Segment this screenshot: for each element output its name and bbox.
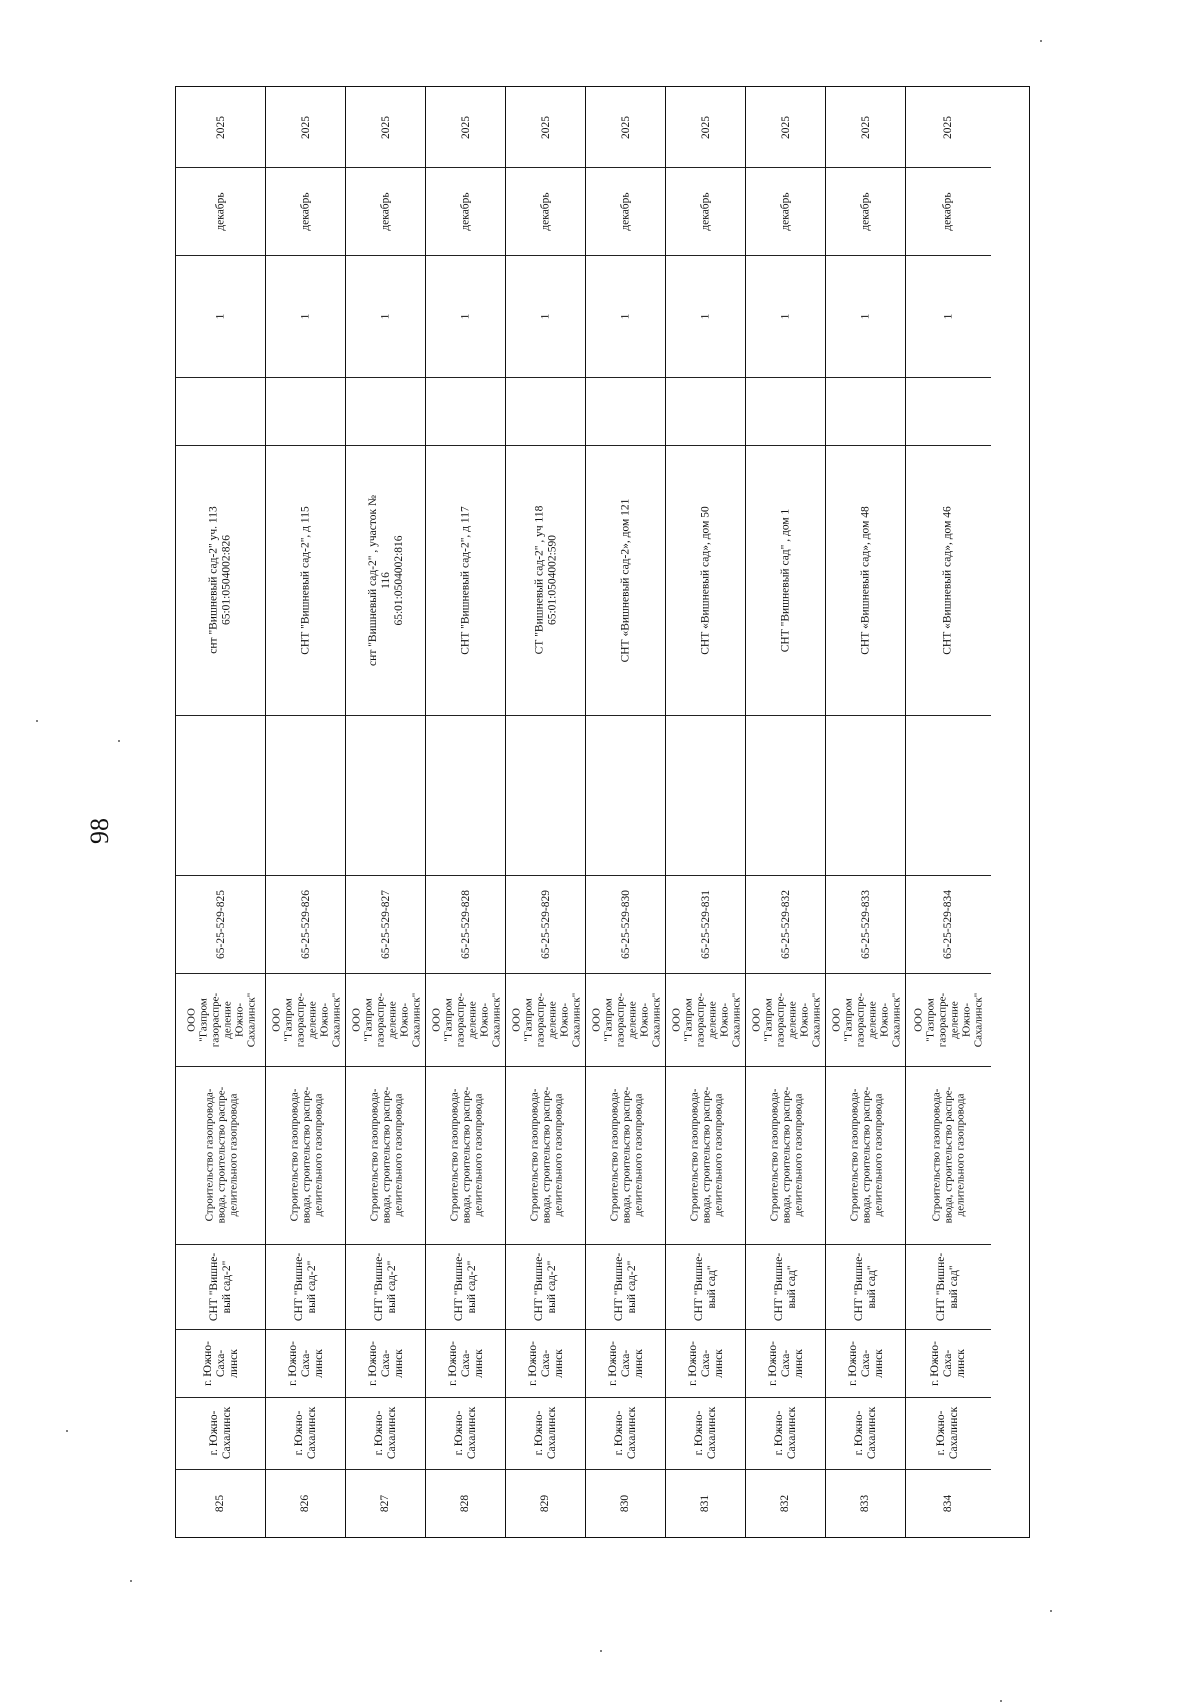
cell-text-locality: г. Южно- Саха- линск: [686, 1340, 725, 1386]
scan-speck: [1040, 40, 1042, 42]
table-row: [586, 87, 666, 1537]
cell-text-month: декабрь: [379, 191, 392, 231]
cell-empty1: [746, 377, 826, 445]
cell-num: [666, 1469, 746, 1537]
cell-text-org: ООО "Газпром газораспре- деление Южно- Сахалинск": [589, 992, 662, 1047]
cell-text-month: декабрь: [619, 191, 632, 231]
cell-qty: [586, 255, 666, 377]
cell-partnership: [176, 1244, 266, 1329]
cell-text-municipality: г. Южно- Сахалинск: [692, 1406, 718, 1460]
cell-num: [586, 1469, 666, 1537]
cell-text-work: Строительство газопровода- ввода, строительство распре- делительного газопровода: [608, 1086, 645, 1224]
cell-empty2: [176, 715, 266, 875]
cell-municipality: [266, 1397, 346, 1469]
cell-empty2: [266, 715, 346, 875]
cell-partnership: [426, 1244, 506, 1329]
cell-text-locality: г. Южно- Саха- линск: [286, 1340, 325, 1386]
cell-code: [586, 875, 666, 973]
cell-num: [906, 1469, 991, 1537]
cell-text-num: 827: [379, 1494, 392, 1512]
cell-empty1: [346, 377, 426, 445]
cell-text-code: 65-25-529-833: [859, 889, 872, 959]
cell-address: [666, 445, 746, 715]
cell-address: [346, 445, 426, 715]
cell-num: [266, 1469, 346, 1537]
cell-text-num: 829: [539, 1494, 552, 1512]
cell-locality: [346, 1329, 426, 1397]
cell-text-year: 2025: [859, 115, 872, 139]
cell-text-org: ООО "Газпром газораспре- деление Южно- Сахалинск": [912, 992, 985, 1047]
cell-text-address: СНТ "Вишневый сад-2", д 117: [459, 505, 472, 655]
cell-text-municipality: г. Южно- Сахалинск: [772, 1406, 798, 1460]
cell-text-locality: г. Южно- Саха- линск: [366, 1340, 405, 1386]
cell-text-year: 2025: [779, 115, 792, 139]
cell-month: [666, 167, 746, 255]
cell-text-month: декабрь: [214, 191, 227, 231]
cell-qty: [426, 255, 506, 377]
cell-locality: [176, 1329, 266, 1397]
cell-text-qty: 1: [459, 313, 472, 319]
cell-text-qty: 1: [859, 313, 872, 319]
cell-code: [746, 875, 826, 973]
cell-text-locality: г. Южно- Саха- линск: [846, 1340, 885, 1386]
cell-text-municipality: г. Южно- Сахалинск: [935, 1406, 961, 1460]
cell-text-qty: 1: [299, 313, 312, 319]
cell-text-num: 826: [299, 1494, 312, 1512]
cell-empty1: [906, 377, 991, 445]
cell-text-address: снт "Вишневый сад-2" уч. 113 65:01:0504002:826: [208, 506, 233, 654]
cell-text-org: ООО "Газпром газораспре- деление Южно- Сахалинск": [509, 992, 582, 1047]
cell-code: [176, 875, 266, 973]
cell-text-qty: 1: [942, 313, 954, 319]
cell-text-num: 825: [214, 1494, 227, 1512]
cell-month: [266, 167, 346, 255]
cell-locality: [266, 1329, 346, 1397]
cell-text-work: Строительство газопровода- ввода, строительство распре- делительного газопровода: [688, 1086, 725, 1224]
cell-text-address: СНТ "Вишневый сад-2", д 115: [299, 505, 312, 655]
cell-work: [266, 1066, 346, 1244]
cell-text-partnership: СНТ "Вишне- вый сад": [773, 1252, 798, 1321]
cell-year: [426, 87, 506, 167]
cell-text-code: 65-25-529-826: [299, 889, 312, 959]
table-row: [666, 87, 746, 1537]
cell-text-month: декабрь: [779, 191, 792, 231]
cell-org: [506, 973, 586, 1066]
cell-text-work: Строительство газопровода- ввода, строительство распре- делительного газопровода: [848, 1086, 885, 1224]
cell-org: [906, 973, 991, 1066]
cell-num: [176, 1469, 266, 1537]
cell-municipality: [746, 1397, 826, 1469]
cell-text-municipality: г. Южно- Сахалинск: [852, 1406, 878, 1460]
cell-locality: [826, 1329, 906, 1397]
cell-address: [746, 445, 826, 715]
cell-address: [826, 445, 906, 715]
cell-text-num: 834: [942, 1494, 954, 1512]
cell-text-month: декабрь: [459, 191, 472, 231]
cell-code: [266, 875, 346, 973]
cell-empty1: [586, 377, 666, 445]
cell-text-partnership: СНТ "Вишне- вый сад-2": [293, 1252, 318, 1321]
cell-text-partnership: СНТ "Вишне- вый сад": [693, 1252, 718, 1321]
cell-text-month: декабрь: [699, 191, 712, 231]
cell-year: [266, 87, 346, 167]
cell-text-municipality: г. Южно- Сахалинск: [532, 1406, 558, 1460]
cell-text-locality: г. Южно- Саха- линск: [526, 1340, 565, 1386]
cell-address: [506, 445, 586, 715]
cell-work: [826, 1066, 906, 1244]
cell-locality: [586, 1329, 666, 1397]
scan-speck: [36, 720, 38, 722]
cell-text-work: Строительство газопровода- ввода, строительство распре- делительного газопровода: [288, 1086, 325, 1224]
cell-text-org: ООО "Газпром газораспре- деление Южно- Сахалинск": [669, 992, 742, 1047]
table-row: [506, 87, 586, 1537]
cell-text-year: 2025: [459, 115, 472, 139]
cell-code: [906, 875, 991, 973]
cell-empty1: [426, 377, 506, 445]
cell-text-month: декабрь: [941, 191, 954, 231]
cell-locality: [906, 1329, 991, 1397]
cell-text-partnership: СНТ "Вишне- вый сад-2": [533, 1252, 558, 1321]
cell-text-year: 2025: [214, 115, 227, 139]
cell-text-locality: г. Южно- Саха- линск: [929, 1340, 967, 1386]
cell-qty: [176, 255, 266, 377]
cell-partnership: [346, 1244, 426, 1329]
cell-work: [586, 1066, 666, 1244]
cell-text-org: ООО "Газпром газораспре- деление Южно- Сахалинск": [429, 992, 502, 1047]
cell-text-qty: 1: [699, 313, 712, 319]
cell-empty2: [906, 715, 991, 875]
cell-org: [426, 973, 506, 1066]
cell-month: [586, 167, 666, 255]
cell-work: [346, 1066, 426, 1244]
cell-text-qty: 1: [379, 313, 392, 319]
cell-locality: [666, 1329, 746, 1397]
cell-text-org: ООО "Газпром газораспре- деление Южно- Сахалинск": [829, 992, 902, 1047]
cell-code: [506, 875, 586, 973]
cell-org: [586, 973, 666, 1066]
cell-text-code: 65-25-529-825: [214, 889, 227, 959]
cell-year: [176, 87, 266, 167]
cell-text-year: 2025: [299, 115, 312, 139]
cell-empty1: [176, 377, 266, 445]
cell-text-code: 65-25-529-831: [699, 889, 712, 959]
cell-text-municipality: г. Южно- Сахалинск: [372, 1406, 398, 1460]
page-number: 98: [85, 818, 114, 844]
scan-speck: [1000, 1700, 1002, 1702]
cell-text-locality: г. Южно- Саха- линск: [766, 1340, 805, 1386]
cell-partnership: [266, 1244, 346, 1329]
cell-num: [826, 1469, 906, 1537]
cell-year: [346, 87, 426, 167]
cell-text-org: ООО "Газпром газораспре- деление Южно- Сахалинск": [269, 992, 342, 1047]
cell-code: [826, 875, 906, 973]
cell-month: [746, 167, 826, 255]
cell-municipality: [586, 1397, 666, 1469]
cell-work: [506, 1066, 586, 1244]
cell-text-partnership: СНТ "Вишне- вый сад": [935, 1252, 961, 1321]
cell-text-year: 2025: [699, 115, 712, 139]
cell-text-work: Строительство газопровода- ввода, строительство распре- делительного газопровода: [368, 1086, 405, 1224]
cell-address: [906, 445, 991, 715]
cell-text-code: 65-25-529-827: [379, 889, 392, 959]
cell-text-work: Строительство газопровода- ввода, строительство распре- делительного газопровода: [930, 1086, 967, 1224]
cell-year: [506, 87, 586, 167]
cell-partnership: [666, 1244, 746, 1329]
cell-text-work: Строительство газопровода- ввода, строительство распре- делительного газопровода: [448, 1086, 485, 1224]
cell-org: [826, 973, 906, 1066]
cell-partnership: [586, 1244, 666, 1329]
cell-partnership: [826, 1244, 906, 1329]
cell-text-municipality: г. Южно- Сахалинск: [612, 1406, 638, 1460]
cell-work: [746, 1066, 826, 1244]
cell-municipality: [346, 1397, 426, 1469]
cell-address: [426, 445, 506, 715]
cell-empty1: [666, 377, 746, 445]
cell-text-code: 65-25-529-832: [779, 889, 792, 959]
table-row: [906, 87, 991, 1537]
cell-month: [826, 167, 906, 255]
cell-text-month: декабрь: [859, 191, 872, 231]
cell-text-month: декабрь: [299, 191, 312, 231]
cell-num: [746, 1469, 826, 1537]
cell-address: [176, 445, 266, 715]
cell-address: [586, 445, 666, 715]
cell-month: [426, 167, 506, 255]
cell-empty2: [826, 715, 906, 875]
cell-qty: [826, 255, 906, 377]
cell-empty2: [426, 715, 506, 875]
cell-text-org: ООО "Газпром газораспре- деление Южно- Сахалинск": [749, 992, 822, 1047]
cell-text-org: ООО "Газпром газораспре- деление Южно- Сахалинск": [184, 992, 257, 1047]
cell-municipality: [906, 1397, 991, 1469]
cell-text-qty: 1: [619, 313, 632, 319]
cell-text-month: декабрь: [539, 191, 552, 231]
cell-locality: [426, 1329, 506, 1397]
cell-municipality: [826, 1397, 906, 1469]
cell-month: [506, 167, 586, 255]
cell-partnership: [746, 1244, 826, 1329]
cell-text-locality: г. Южно- Саха- линск: [606, 1340, 645, 1386]
table-row: [746, 87, 826, 1537]
cell-locality: [746, 1329, 826, 1397]
cell-text-partnership: СНТ "Вишне- вый сад": [853, 1252, 878, 1321]
cell-org: [666, 973, 746, 1066]
cell-text-address: СТ "Вишневый сад-2" , уч 118 65:01:0504002:590: [533, 505, 559, 655]
cell-empty2: [746, 715, 826, 875]
cell-text-year: 2025: [942, 115, 954, 139]
cell-text-year: 2025: [379, 115, 392, 139]
table-row: [826, 87, 906, 1537]
cell-text-locality: г. Южно- Саха- линск: [201, 1340, 240, 1386]
cell-text-qty: 1: [779, 313, 792, 319]
cell-text-address: СНТ "Вишневый сад" , дом 1: [779, 508, 792, 652]
cell-empty2: [506, 715, 586, 875]
cell-year: [586, 87, 666, 167]
cell-text-year: 2025: [539, 115, 552, 139]
table-row: [426, 87, 506, 1537]
scan-speck: [1050, 1610, 1052, 1612]
cell-org: [746, 973, 826, 1066]
cell-empty1: [266, 377, 346, 445]
table-row: [176, 87, 266, 1537]
cell-partnership: [906, 1244, 991, 1329]
rotated-data-table: [175, 86, 1030, 1538]
cell-num: [346, 1469, 426, 1537]
cell-qty: [746, 255, 826, 377]
cell-text-locality: г. Южно- Саха- линск: [446, 1340, 485, 1386]
cell-text-work: Строительство газопровода- ввода, строительство распре- делительного газопровода: [768, 1086, 805, 1224]
cell-municipality: [666, 1397, 746, 1469]
cell-text-address: СНТ «Вишневый сад-2», дом 121: [619, 498, 632, 662]
cell-text-num: 832: [779, 1494, 792, 1512]
cell-qty: [346, 255, 426, 377]
cell-text-partnership: СНТ "Вишне- вый сад-2": [453, 1252, 478, 1321]
cell-work: [176, 1066, 266, 1244]
cell-municipality: [506, 1397, 586, 1469]
cell-num: [426, 1469, 506, 1537]
cell-text-municipality: г. Южно- Сахалинск: [292, 1406, 318, 1460]
cell-month: [176, 167, 266, 255]
scan-speck: [66, 1430, 68, 1432]
cell-code: [666, 875, 746, 973]
cell-month: [906, 167, 991, 255]
scan-speck: [118, 740, 120, 742]
cell-text-municipality: г. Южно- Сахалинск: [452, 1406, 478, 1460]
cell-text-code: 65-25-529-834: [942, 889, 954, 959]
cell-num: [506, 1469, 586, 1537]
table-row: [266, 87, 346, 1537]
cell-text-num: 830: [619, 1494, 632, 1512]
cell-text-municipality: г. Южно- Сахалинск: [207, 1406, 233, 1460]
cell-empty2: [346, 715, 426, 875]
cell-text-work: Строительство газопровода- ввода, строительство распре- делительного газопровода: [203, 1086, 240, 1224]
cell-year: [826, 87, 906, 167]
cell-text-partnership: СНТ "Вишне- вый сад-2": [613, 1252, 638, 1321]
cell-text-num: 833: [859, 1494, 872, 1512]
cell-text-code: 65-25-529-830: [619, 889, 632, 959]
cell-text-qty: 1: [214, 313, 227, 319]
cell-text-work: Строительство газопровода- ввода, строительство распре- делительного газопровода: [528, 1086, 565, 1224]
cell-qty: [666, 255, 746, 377]
cell-empty1: [506, 377, 586, 445]
cell-locality: [506, 1329, 586, 1397]
cell-text-address: СНТ «Вишневый сад», дом 46: [942, 505, 955, 655]
cell-org: [346, 973, 426, 1066]
cell-text-org: ООО "Газпром газораспре- деление Южно- Сахалинск": [349, 992, 422, 1047]
table-row: [346, 87, 426, 1537]
cell-code: [426, 875, 506, 973]
cell-org: [176, 973, 266, 1066]
cell-work: [666, 1066, 746, 1244]
cell-work: [426, 1066, 506, 1244]
cell-text-year: 2025: [619, 115, 632, 139]
cell-address: [266, 445, 346, 715]
cell-text-partnership: СНТ "Вишне- вый сад-2": [373, 1252, 398, 1321]
cell-year: [746, 87, 826, 167]
cell-empty1: [826, 377, 906, 445]
cell-text-code: 65-25-529-828: [459, 889, 472, 959]
cell-municipality: [176, 1397, 266, 1469]
cell-qty: [506, 255, 586, 377]
cell-text-qty: 1: [539, 313, 552, 319]
cell-empty2: [666, 715, 746, 875]
scan-speck: [130, 1580, 132, 1582]
cell-year: [906, 87, 991, 167]
cell-year: [666, 87, 746, 167]
cell-text-num: 831: [699, 1494, 712, 1512]
cell-text-num: 828: [459, 1494, 472, 1512]
cell-qty: [906, 255, 991, 377]
cell-text-address: СНТ «Вишневый сад», дом 50: [699, 505, 712, 655]
cell-text-partnership: СНТ "Вишне- вый сад-2": [208, 1252, 233, 1321]
cell-empty2: [586, 715, 666, 875]
cell-work: [906, 1066, 991, 1244]
cell-partnership: [506, 1244, 586, 1329]
cell-municipality: [426, 1397, 506, 1469]
cell-code: [346, 875, 426, 973]
cell-qty: [266, 255, 346, 377]
cell-month: [346, 167, 426, 255]
cell-text-address: СНТ «Вишневый сад», дом 48: [859, 505, 872, 655]
scan-speck: [600, 1650, 602, 1652]
cell-org: [266, 973, 346, 1066]
cell-text-code: 65-25-529-829: [539, 889, 552, 959]
cell-text-address: снт "Вишневый сад-2" , участок № 116 65:01:0504002:816: [366, 494, 405, 666]
